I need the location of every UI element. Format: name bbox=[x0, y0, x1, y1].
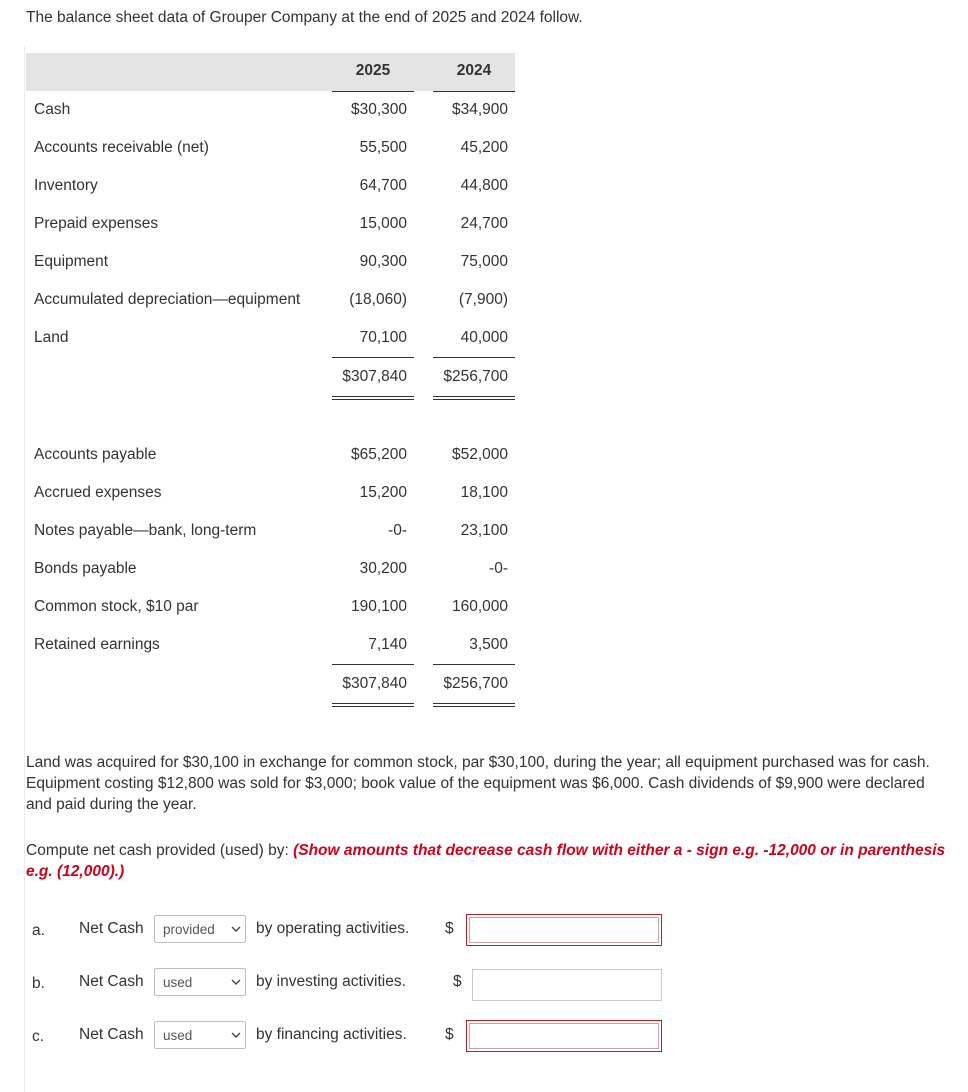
asset-value-2024: 44,800 bbox=[460, 177, 508, 194]
asset-value-2025: 70,100 bbox=[359, 329, 407, 346]
activity-label: by financing activities. bbox=[256, 1026, 407, 1043]
item-letter: a. bbox=[32, 922, 45, 939]
total-double-rule bbox=[332, 396, 414, 400]
asset-label: Land bbox=[34, 329, 69, 346]
provided-used-select[interactable] bbox=[154, 968, 246, 996]
chevron-down-icon bbox=[231, 977, 241, 987]
asset-value-2025: $30,300 bbox=[350, 101, 407, 118]
asset-label: Equipment bbox=[34, 253, 109, 270]
liability-label: Accrued expenses bbox=[34, 484, 162, 501]
asset-value-2024: (7,900) bbox=[458, 291, 508, 308]
operating-amount-input[interactable] bbox=[466, 914, 662, 946]
asset-value-2024: $34,900 bbox=[451, 101, 508, 118]
asset-value-2024: 75,000 bbox=[460, 253, 508, 270]
asset-value-2025: 55,500 bbox=[359, 139, 407, 156]
subtotal-rule bbox=[433, 357, 515, 358]
net-cash-label: Net Cash bbox=[79, 920, 144, 937]
assets-total-2024: $256,700 bbox=[443, 368, 508, 385]
currency-symbol: $ bbox=[445, 920, 454, 937]
provided-used-select[interactable] bbox=[154, 915, 246, 943]
asset-label: Inventory bbox=[34, 177, 98, 194]
liability-label: Retained earnings bbox=[34, 636, 160, 653]
answer-row-investing bbox=[26, 968, 686, 1000]
asset-value-2025: 15,000 bbox=[359, 215, 407, 232]
content-border bbox=[24, 46, 25, 1092]
answer-row-financing bbox=[26, 1021, 686, 1053]
select-value: used bbox=[163, 1028, 193, 1043]
currency-symbol: $ bbox=[453, 973, 462, 990]
liability-label: Notes payable—bank, long-term bbox=[34, 522, 257, 539]
asset-value-2025: (18,060) bbox=[349, 291, 407, 308]
liability-label: Bonds payable bbox=[34, 560, 137, 577]
year-header-2024: 2024 bbox=[456, 62, 492, 79]
year-header-2025: 2025 bbox=[355, 62, 391, 79]
asset-label: Accumulated depreciation—equipment bbox=[34, 291, 301, 308]
liability-value-2025: -0- bbox=[388, 522, 407, 539]
header-rule bbox=[433, 91, 515, 92]
asset-value-2025: 90,300 bbox=[359, 253, 407, 270]
financing-amount-input[interactable] bbox=[466, 1020, 662, 1052]
liability-value-2025: 30,200 bbox=[359, 560, 407, 577]
subtotal-rule bbox=[433, 664, 515, 665]
liability-value-2024: -0- bbox=[489, 560, 508, 577]
subtotal-rule bbox=[332, 664, 414, 665]
select-value: used bbox=[163, 975, 193, 990]
header-rule bbox=[332, 91, 414, 92]
assets-total-2025: $307,840 bbox=[342, 368, 407, 385]
asset-label: Cash bbox=[34, 101, 71, 118]
liabilities-total-2024: $256,700 bbox=[443, 675, 508, 692]
chevron-down-icon bbox=[231, 924, 241, 934]
currency-symbol: $ bbox=[445, 1026, 454, 1043]
liability-value-2025: $65,200 bbox=[350, 446, 407, 463]
subtotal-rule bbox=[332, 357, 414, 358]
liability-value-2024: 23,100 bbox=[460, 522, 508, 539]
liability-label: Common stock, $10 par bbox=[34, 598, 199, 615]
asset-value-2024: 40,000 bbox=[460, 329, 508, 346]
instruction bbox=[26, 840, 951, 882]
total-double-rule bbox=[433, 703, 515, 707]
net-cash-label: Net Cash bbox=[79, 973, 144, 990]
asset-value-2024: 45,200 bbox=[460, 139, 508, 156]
liability-value-2024: $52,000 bbox=[451, 446, 508, 463]
liability-value-2025: 15,200 bbox=[359, 484, 407, 501]
activity-label: by operating activities. bbox=[256, 920, 410, 937]
liability-value-2024: 160,000 bbox=[451, 598, 508, 615]
chevron-down-icon bbox=[231, 1030, 241, 1040]
liability-label: Accounts payable bbox=[34, 446, 157, 463]
answer-row-operating bbox=[26, 915, 686, 947]
instruction-text: Compute net cash provided (used) by: bbox=[26, 842, 289, 859]
select-value: provided bbox=[163, 922, 215, 937]
liability-value-2025: 7,140 bbox=[368, 636, 407, 653]
total-double-rule bbox=[332, 703, 414, 707]
activity-label: by investing activities. bbox=[256, 973, 406, 990]
additional-info: Land was acquired for $30,100 in exchange for common stock, par $30,100, during the year; all equipment purchased was for cash. Equipment costing $12,800 was sold for $3,000; book value of the equipment was $6,000. Cash dividends of $9,900 were declared and paid during the year. bbox=[26, 754, 930, 813]
asset-label: Prepaid expenses bbox=[34, 215, 159, 232]
item-letter: c. bbox=[32, 1028, 45, 1045]
liability-value-2024: 3,500 bbox=[469, 636, 508, 653]
liability-value-2024: 18,100 bbox=[460, 484, 508, 501]
total-double-rule bbox=[433, 396, 515, 400]
instruction-note: (Show amounts that decrease cash flow with either a - sign e.g. -12,000 or in parenthesis e.g. (12,000).) bbox=[26, 842, 946, 880]
investing-amount-input[interactable] bbox=[472, 969, 662, 1001]
asset-value-2025: 64,700 bbox=[359, 177, 407, 194]
liabilities-total-2025: $307,840 bbox=[342, 675, 407, 692]
item-letter: b. bbox=[32, 975, 45, 992]
asset-value-2024: 24,700 bbox=[460, 215, 508, 232]
liability-value-2025: 190,100 bbox=[350, 598, 407, 615]
provided-used-select[interactable] bbox=[154, 1021, 246, 1049]
net-cash-label: Net Cash bbox=[79, 1026, 144, 1043]
asset-label: Accounts receivable (net) bbox=[34, 139, 209, 156]
problem-intro: The balance sheet data of Grouper Company at the end of 2025 and 2024 follow. bbox=[26, 9, 583, 26]
